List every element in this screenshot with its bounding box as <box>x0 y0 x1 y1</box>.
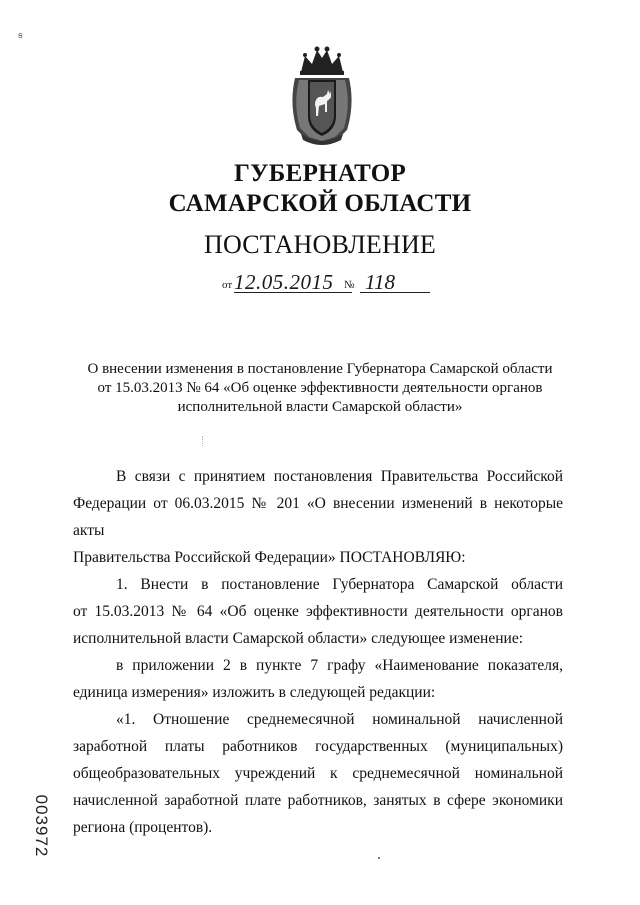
registration-stamp <box>30 792 52 862</box>
document-number: 118 <box>365 270 395 294</box>
body-line: Правительства Российской Федерации» ПОСТАНОВЛЯЮ: <box>73 549 466 566</box>
document-type-title: ПОСТАНОВЛЕНИЕ <box>203 230 437 259</box>
body-line: 1. Внести в постановление Губернатора Самарской области <box>116 576 563 593</box>
document-body <box>73 463 563 841</box>
org-title-line1: ГУБЕРНАТОР <box>233 160 407 187</box>
body-line: в приложении 2 в пункте 7 графу «Наименование показателя, <box>116 657 563 674</box>
document-date: 12.05.2015 <box>234 270 334 294</box>
number-prefix: № <box>344 279 355 291</box>
body-line: общеобразовательных учреждений к среднемесячной номинальной <box>73 765 563 782</box>
body-line: Федерации от 06.03.2015 № 201 «О внесении изменений в некоторые акты <box>73 495 563 539</box>
scan-artifact <box>202 436 205 446</box>
body-line: заработной платы работников государственных (муниципальных) <box>73 738 563 755</box>
subject-line: исполнительной власти Самарской области» <box>177 399 463 415</box>
stray-mark: ꞩ <box>18 30 23 40</box>
body-line: от 15.03.2013 № 64 «Об оценке эффективности деятельности органов <box>73 603 563 620</box>
org-title-line2: САМАРСКОЙ ОБЛАСТИ <box>168 190 472 217</box>
number-underline <box>360 292 430 293</box>
coat-of-arms-icon <box>287 44 357 148</box>
body-line: В связи с принятием постановления Правительства Российской <box>116 468 563 485</box>
subject-line: от 15.03.2013 № 64 «Об оценке эффективности деятельности органов <box>97 380 543 396</box>
body-line: единица измерения» изложить в следующей редакции: <box>73 684 436 701</box>
body-line: «1. Отношение среднемесячной номинальной начисленной <box>116 711 563 728</box>
body-line: начисленной заработной плате работников, занятых в сфере экономики <box>73 792 563 809</box>
body-line: исполнительной власти Самарской области» следующее изменение: <box>73 630 524 647</box>
document-subject <box>60 360 580 417</box>
scan-artifact <box>378 857 380 859</box>
body-line: региона (процентов). <box>73 819 213 836</box>
date-prefix: от <box>222 279 233 291</box>
date-underline <box>234 292 352 293</box>
registration-line <box>214 270 434 296</box>
subject-line: О внесении изменения в постановление Губернатора Самарской области <box>87 361 553 377</box>
stamp-number: 003972 <box>32 794 51 858</box>
